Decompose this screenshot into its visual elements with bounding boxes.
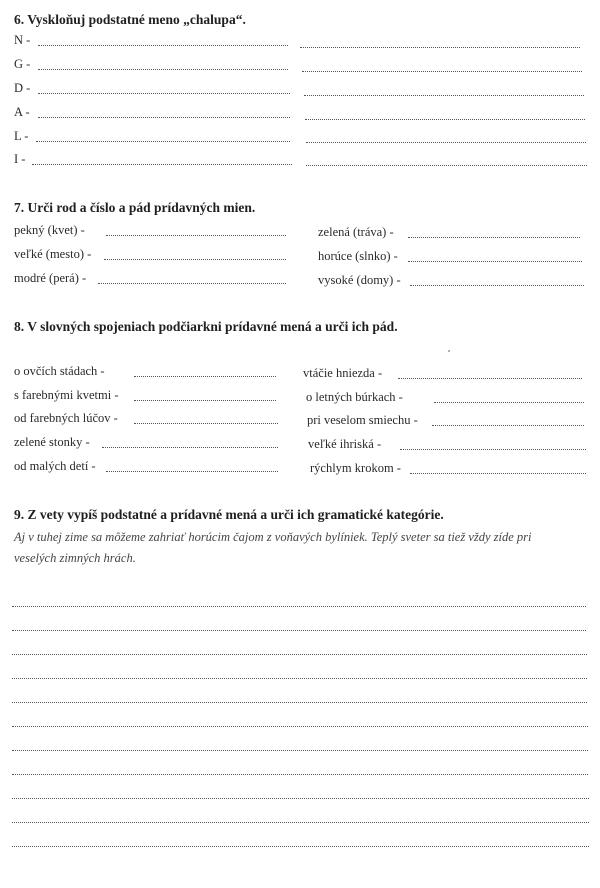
- ex7-title: 7. Urči rod a číslo a pád prídavných mien.: [14, 200, 256, 215]
- ex9-sentence-line-2: veselých zimných hrách.: [14, 551, 136, 565]
- writing-line[interactable]: [12, 822, 589, 823]
- answer-line[interactable]: [300, 47, 580, 48]
- case-label-a: A -: [14, 105, 30, 119]
- answer-line[interactable]: [38, 69, 288, 70]
- answer-line[interactable]: [38, 45, 288, 46]
- answer-line[interactable]: [306, 165, 587, 166]
- answer-line[interactable]: [32, 164, 292, 165]
- ex7-left-item-1: pekný (kvet) -: [14, 223, 85, 237]
- writing-line[interactable]: [12, 726, 588, 727]
- answer-line[interactable]: [106, 471, 278, 472]
- ex8-left-item-4: zelené stonky -: [14, 435, 90, 449]
- case-label-g: G -: [14, 57, 31, 71]
- writing-line[interactable]: [12, 702, 587, 703]
- ex9-title: 9. Z vety vypíš podstatné a prídavné mená a urči ich gramatické kategórie.: [14, 507, 444, 522]
- answer-line[interactable]: [410, 473, 586, 474]
- answer-line[interactable]: [102, 447, 278, 448]
- writing-line[interactable]: [12, 606, 586, 607]
- ex8-title: 8. V slovných spojeniach podčiarkni prídavné mená a urči ich pád.: [14, 319, 398, 334]
- ex9-sentence-line-1: Aj v tuhej zime sa môžeme zahriať horúcim čajom z voňavých bylíniek. Teplý sveter sa tiež vždy zíde pri: [14, 530, 532, 544]
- answer-line[interactable]: [434, 402, 584, 403]
- ex8-right-item-1: vtáčie hniezda -: [303, 366, 383, 380]
- writing-line[interactable]: [12, 750, 588, 751]
- ex7-left-item-2: veľké (mesto) -: [14, 247, 92, 261]
- writing-line[interactable]: [12, 630, 586, 631]
- ex8-right-item-5: rýchlym krokom -: [310, 461, 401, 475]
- ex8-left-item-1: o ovčích stádach -: [14, 364, 105, 378]
- ex7-right-item-3: vysoké (domy) -: [318, 273, 401, 287]
- ex8-right-item-4: veľké ihriská -: [308, 437, 382, 451]
- ex8-left-item-3: od farebných lúčov -: [14, 411, 118, 425]
- answer-line[interactable]: [304, 95, 584, 96]
- answer-line[interactable]: [408, 261, 582, 262]
- writing-line[interactable]: [12, 774, 588, 775]
- answer-line[interactable]: [398, 378, 582, 379]
- ex7-right-item-2: horúce (slnko) -: [318, 249, 398, 263]
- answer-line[interactable]: [38, 117, 290, 118]
- writing-line[interactable]: [12, 678, 587, 679]
- answer-line[interactable]: [38, 93, 290, 94]
- ex6-title: 6. Vyskloňuj podstatné meno „chalupa“.: [14, 12, 246, 27]
- answer-line[interactable]: [104, 259, 286, 260]
- answer-line[interactable]: [134, 376, 276, 377]
- ex8-left-item-2: s farebnými kvetmi -: [14, 388, 119, 402]
- ex7-left-item-3: modré (perá) -: [14, 271, 87, 285]
- answer-line[interactable]: [400, 449, 586, 450]
- ex7-right-item-1: zelená (tráva) -: [318, 225, 394, 239]
- case-label-n: N -: [14, 33, 31, 47]
- answer-line[interactable]: [98, 283, 286, 284]
- answer-line[interactable]: [106, 235, 286, 236]
- writing-line[interactable]: [12, 798, 589, 799]
- ex8-right-item-3: pri veselom smiechu -: [307, 413, 418, 427]
- writing-line[interactable]: [12, 846, 589, 847]
- answer-line[interactable]: [302, 71, 582, 72]
- answer-line[interactable]: [134, 400, 276, 401]
- answer-line[interactable]: [134, 423, 278, 424]
- answer-line[interactable]: [36, 141, 290, 142]
- answer-line[interactable]: [432, 425, 584, 426]
- ex8-left-item-5: od malých detí -: [14, 459, 96, 473]
- answer-line[interactable]: [306, 142, 586, 143]
- paper-speck: [448, 350, 450, 352]
- case-label-d: D -: [14, 81, 31, 95]
- answer-line[interactable]: [408, 237, 580, 238]
- case-label-i: I -: [14, 152, 26, 166]
- answer-line[interactable]: [305, 119, 585, 120]
- ex8-right-item-2: o letných búrkach -: [306, 390, 403, 404]
- answer-line[interactable]: [410, 285, 584, 286]
- writing-line[interactable]: [12, 654, 587, 655]
- case-label-l: L -: [14, 129, 29, 143]
